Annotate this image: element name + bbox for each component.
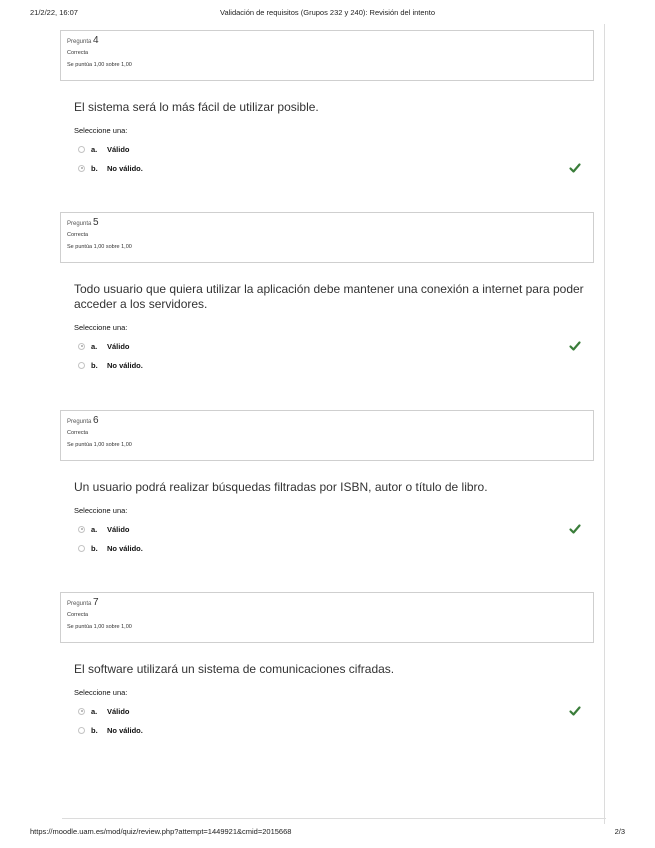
- question-info: [60, 592, 594, 643]
- print-title: Validación de requisitos (Grupos 232 y 240): Revisión del intento: [220, 8, 435, 17]
- print-footer: [30, 827, 625, 841]
- question-info: [60, 212, 594, 263]
- question-number: Pregunta 4: [67, 35, 99, 46]
- question-4: [60, 30, 594, 178]
- page-bottom-rule: [62, 818, 606, 819]
- radio-button[interactable]: [78, 362, 85, 369]
- question-state: Correcta: [67, 50, 89, 56]
- question-state: Correcta: [67, 430, 89, 436]
- question-text: El sistema será lo más fácil de utilizar posible.: [74, 100, 319, 114]
- radio-button-selected[interactable]: [78, 343, 85, 350]
- question-number: Pregunta 5: [67, 217, 99, 228]
- question-content: [60, 100, 594, 178]
- question-state: Correcta: [67, 232, 89, 238]
- question-5: [60, 212, 594, 375]
- correct-check-icon: [568, 522, 582, 536]
- question-number: Pregunta 7: [67, 597, 99, 608]
- radio-button-selected[interactable]: [78, 708, 85, 715]
- question-text: El software utilizará un sistema de comunicaciones cifradas.: [74, 662, 395, 676]
- answer-prompt: Seleccione una:: [74, 126, 128, 135]
- radio-button[interactable]: [78, 545, 85, 552]
- answer-option-a[interactable]: a. Válido: [74, 140, 584, 159]
- page-edge-rule: [604, 24, 605, 824]
- answer-prompt: Seleccione una:: [74, 688, 128, 697]
- answer-option-a[interactable]: a. Válido: [74, 520, 584, 539]
- answer-list: [74, 520, 584, 558]
- question-content: [60, 282, 594, 375]
- radio-button[interactable]: [78, 146, 85, 153]
- answer-option-b[interactable]: b. No válido.: [74, 356, 584, 375]
- question-grade: Se puntúa 1,00 sobre 1,00: [67, 442, 132, 448]
- correct-check-icon: [568, 161, 582, 175]
- answer-option-b[interactable]: b. No válido.: [74, 159, 584, 178]
- print-url: https://moodle.uam.es/mod/quiz/review.php?attempt=1449921&cmid=2015668: [30, 827, 292, 836]
- answer-prompt: Seleccione una:: [74, 323, 128, 332]
- print-date: 21/2/22, 16:07: [30, 8, 78, 17]
- question-6: [60, 410, 594, 558]
- page-number: 2/3: [614, 827, 625, 836]
- question-content: [60, 662, 594, 740]
- question-number: Pregunta 6: [67, 415, 99, 426]
- question-text: Todo usuario que quiera utilizar la aplicación debe mantener una conexión a internet para poder acceder a los servidores.: [74, 282, 584, 311]
- question-7: [60, 592, 594, 740]
- correct-check-icon: [568, 704, 582, 718]
- question-grade: Se puntúa 1,00 sobre 1,00: [67, 244, 132, 250]
- answer-prompt: Seleccione una:: [74, 506, 128, 515]
- print-header: [30, 8, 625, 22]
- question-state: Correcta: [67, 612, 89, 618]
- correct-check-icon: [568, 339, 582, 353]
- radio-button[interactable]: [78, 727, 85, 734]
- answer-list: [74, 702, 584, 740]
- answer-option-b[interactable]: b. No válido.: [74, 721, 584, 740]
- question-grade: Se puntúa 1,00 sobre 1,00: [67, 624, 132, 630]
- radio-button-selected[interactable]: [78, 165, 85, 172]
- question-text: Un usuario podrá realizar búsquedas filtradas por ISBN, autor o título de libro.: [74, 480, 488, 494]
- question-content: [60, 480, 594, 558]
- question-info: [60, 30, 594, 81]
- answer-list: [74, 140, 584, 178]
- radio-button-selected[interactable]: [78, 526, 85, 533]
- question-info: [60, 410, 594, 461]
- answer-list: [74, 337, 584, 375]
- answer-option-a[interactable]: a. Válido: [74, 702, 584, 721]
- answer-option-a[interactable]: a. Válido: [74, 337, 584, 356]
- question-grade: Se puntúa 1,00 sobre 1,00: [67, 62, 132, 68]
- answer-option-b[interactable]: b. No válido.: [74, 539, 584, 558]
